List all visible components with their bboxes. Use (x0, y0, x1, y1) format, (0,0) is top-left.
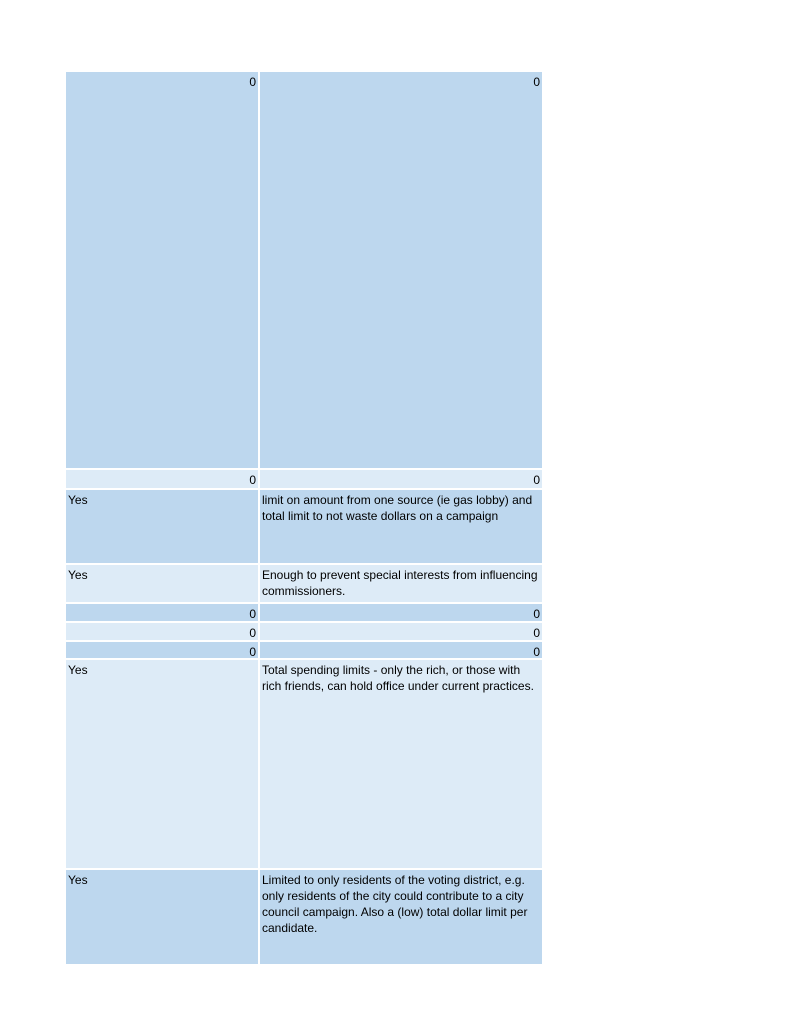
table-cell[interactable]: Total spending limits - only the rich, or those with rich friends, can hold office under current practices. (262, 663, 534, 693)
table-cell[interactable]: 0 (66, 470, 260, 488)
table-cell[interactable]: Limited to only residents of the voting district, e.g. only residents of the city could contribute to a city council campaign. Also a (low) total dollar limit per candidate. (262, 873, 528, 935)
table-cell[interactable]: 0 (66, 604, 260, 621)
table-row (66, 660, 542, 870)
table-row (66, 604, 542, 623)
table-row (66, 565, 542, 604)
table-cell[interactable]: 0 (533, 645, 540, 659)
table-cell[interactable]: 0 (66, 72, 260, 468)
table-cell[interactable]: Yes (66, 870, 260, 964)
table-row (66, 642, 542, 660)
table-cell[interactable]: Enough to prevent special interests from influencing commissioners. (262, 568, 538, 598)
table-cell[interactable]: Yes (66, 490, 260, 563)
table-cell[interactable]: 0 (533, 607, 540, 621)
table-cell[interactable]: limit on amount from one source (ie gas lobby) and total limit to not waste dollars on a campaign (262, 493, 533, 523)
table-cell[interactable]: 0 (66, 623, 260, 640)
table-cell[interactable]: Yes (66, 660, 260, 868)
table-cell[interactable]: 0 (533, 473, 540, 487)
table-row (66, 72, 542, 470)
table-cell[interactable]: 0 (533, 626, 540, 640)
table-row (66, 623, 542, 642)
table-cell[interactable]: Yes (66, 565, 260, 602)
table-cell[interactable]: 0 (66, 642, 260, 658)
spreadsheet-table (66, 72, 542, 964)
table-row (66, 870, 542, 964)
table-row (66, 470, 542, 490)
table-row (66, 490, 542, 565)
table-cell[interactable]: 0 (533, 75, 540, 89)
